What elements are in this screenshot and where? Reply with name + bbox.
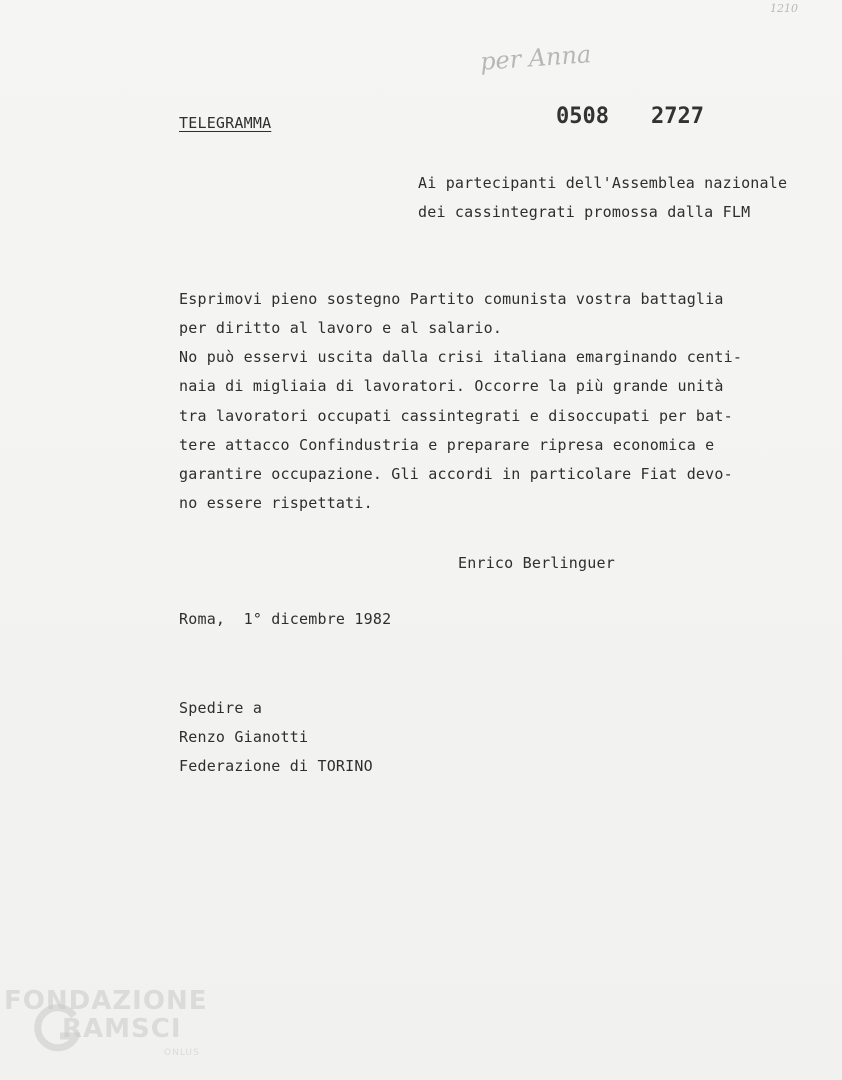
watermark-logo [4, 986, 214, 1076]
handwritten-note: per Anna [479, 40, 593, 76]
shipping-line: Federazione di TORINO [179, 757, 373, 775]
archive-number: 1210 [770, 2, 798, 15]
watermark-line: ONLUS [164, 1048, 200, 1058]
watermark-line: RAMSCI [62, 1014, 182, 1044]
recipient-line: Ai partecipanti dell'Assemblea nazionale [418, 174, 788, 192]
watermark-line: FONDAZIONE [4, 986, 208, 1016]
shipping-line: Spedire a [179, 699, 263, 717]
body-line: per diritto al lavoro e al salario. [179, 319, 503, 337]
body-line: tere attacco Confindustria e preparare ripresa economica e [179, 436, 715, 454]
shipping-line: Renzo Gianotti [179, 728, 309, 746]
telegram-number-part-1: 0508 [556, 104, 609, 129]
body-line: tra lavoratori occupati cassintegrati e disoccupati per bat- [179, 407, 733, 425]
body-line: Esprimovi pieno sostegno Partito comunista vostra battaglia [179, 290, 724, 308]
body-line: No può esservi uscita dalla crisi italiana emarginando centi- [179, 348, 743, 366]
signature: Enrico Berlinguer [458, 554, 615, 572]
date-line: Roma, 1° dicembre 1982 [179, 610, 392, 628]
document-type-label: TELEGRAMMA [179, 114, 272, 132]
recipient-line: dei cassintegrati promossa dalla FLM [418, 203, 751, 221]
body-line: garantire occupazione. Gli accordi in particolare Fiat devo- [179, 465, 733, 483]
body-line: naia di migliaia di lavoratori. Occorre la più grande unità [179, 377, 724, 395]
telegram-number-part-2: 2727 [651, 104, 704, 129]
body-line: no essere rispettati. [179, 494, 373, 512]
